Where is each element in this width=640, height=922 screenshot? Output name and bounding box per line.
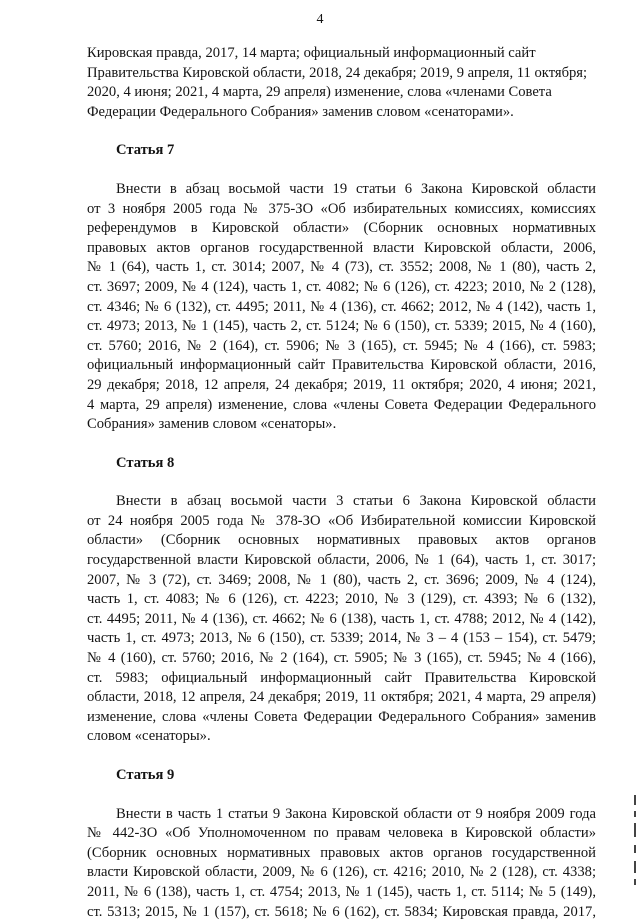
article-8-heading: Статья 8 [116,454,175,471]
text-line: от 3 ноября 2005 года № 375-ЗО «Об избирательных комиссиях, комиссиях [87,200,596,217]
text-line: изменение, слова «члены Совета Федерации Федерального Собрания» заменив [87,708,596,725]
scan-edge-marks [630,795,636,895]
text-line: Внести в абзац восьмой части 19 статьи 6 Закона Кировской области [116,180,596,197]
text-line: области, 2018, 12 апреля, 24 декабря; 2019, 11 октября; 2021, 4 марта, 29 апреля) [87,689,596,706]
text-line: Правительства Кировской области, 2018, 24 декабря; 2019, 9 апреля, 11 октября; [87,64,588,81]
text-line: правовых актов органов государственной власти Кировской области, 2006, [87,239,596,256]
text-line: словом «сенаторы». [87,728,211,745]
text-line: ст. 4346; № 6 (132), ст. 4495; 2011, № 4 (136), ст. 4662; 2012, № 4 (142), часть 1, [87,298,596,315]
article-7-heading: Статья 7 [116,142,175,159]
text-line: референдумов в Кировской области» (Сборник основных нормативных [87,220,596,237]
text-line: ст. 5760; 2016, № 2 (164), ст. 5906; № 3 (165), ст. 5945; № 4 (166), ст. 5983; [87,337,596,354]
text-line: ст. 5313; 2015, № 1 (157), ст. 5618; № 6 (162), ст. 5834; Кировская правда, 2017, [87,903,596,920]
text-line: Внести в абзац восьмой части 3 статьи 6 Закона Кировской области [116,493,596,510]
text-line: № 442-ЗО «Об Уполномоченном по правам человека в Кировской области» [87,825,596,842]
text-line: государственной власти Кировской области, 2006, № 1 (64), часть 1, ст. 3017; [87,552,596,569]
article-9-heading: Статья 9 [116,767,175,783]
article-8-paragraph [87,492,596,747]
article-7-paragraph [87,180,596,435]
text-line: 29 декабря; 2018, 12 апреля, 24 декабря; 2019, 11 октября; 2020, 4 июня; 2021, [87,376,596,393]
article-9-paragraph [87,805,596,922]
text-line: Федерации Федерального Собрания» заменив словом «сенаторами». [87,103,514,120]
text-line: ст. 5983; официальный информационный сайт Правительства Кировской [87,669,596,686]
text-line: 2011, № 6 (138), часть 1, ст. 4754; 2013, № 1 (145), часть 1, ст. 5114; № 5 (149), [87,883,596,900]
text-line: ст. 4495; 2011, № 4 (136), ст. 4662; № 6 (138), часть 1, ст. 4788; 2012, № 4 (142), [87,610,596,627]
text-line: № 4 (160), ст. 5760; 2016, № 2 (164), ст. 5905; № 3 (165), ст. 5945; № 4 (166), [87,650,596,667]
text-line: ст. 3697; 2009, № 4 (124), часть 1, ст. 4082; № 6 (126), ст. 4223; 2010, № 2 (128), [87,278,596,295]
text-line: официальный информационный сайт Правительства Кировской области, 2016, [87,357,596,374]
text-line: Внести в часть 1 статьи 9 Закона Кировской области от 9 ноября 2009 года [116,805,596,822]
text-line: 4 марта, 29 апреля) изменение, слова «члены Совета Федерации Федерального [87,396,596,413]
text-line: 2007, № 3 (72), ст. 3469; 2008, № 1 (80), часть 2, ст. 3696; 2009, № 4 (124), [87,571,596,588]
text-line: часть 1, ст. 4083; № 6 (126), ст. 4223; 2010, № 3 (129), ст. 4393; № 6 (132), [87,591,596,608]
text-line: № 1 (64), часть 1, ст. 3014; 2007, № 4 (73), ст. 3552; 2008, № 1 (80), часть 2, [87,259,596,276]
text-line: власти Кировской области, 2009, № 6 (126), ст. 4216; 2010, № 2 (128), ст. 4338; [87,864,596,881]
text-line: (Сборник основных нормативных правовых актов органов государственной [87,844,596,861]
text-line: часть 1, ст. 4973; 2013, № 6 (150), ст. 5339; 2014, № 3 – 4 (153 – 154), ст. 5479; [87,630,596,647]
text-line: от 24 ноября 2005 года № 378-ЗО «Об Избирательной комиссии Кировской [87,512,596,529]
page-number: 4 [316,12,324,27]
document-body [87,44,596,922]
text-line: области» (Сборник основных нормативных правовых актов органов [87,532,596,549]
text-line: Кировская правда, 2017, 14 марта; официальный информационный сайт [87,45,536,61]
text-line: Собрания» заменив словом «сенаторы». [87,416,337,433]
text-line: 2020, 4 июня; 2021, 4 марта, 29 апреля) изменение, слова «членами Совета [87,84,552,101]
text-line: ст. 4973; 2013, № 1 (145), часть 2, ст. 5124; № 6 (150), ст. 5339; 2015, № 4 (160), [87,318,596,335]
intro-paragraph [87,44,596,122]
